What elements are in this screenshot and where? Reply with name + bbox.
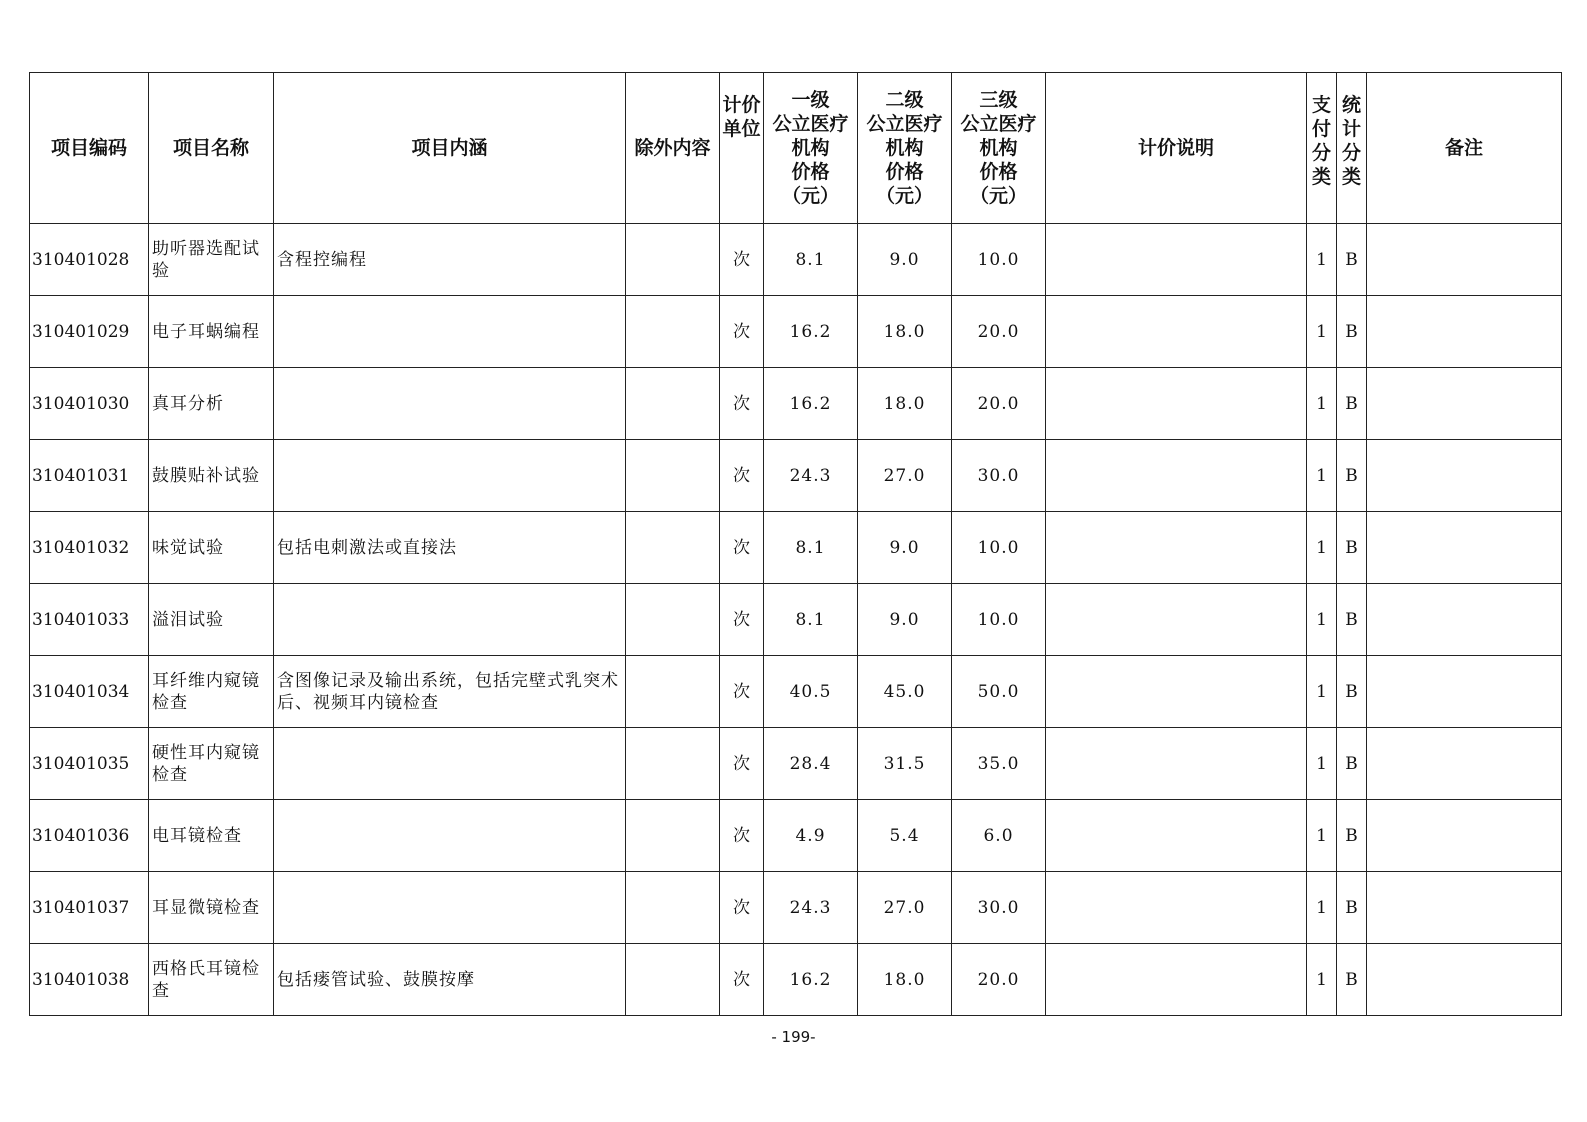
- cell-note: [1046, 872, 1307, 944]
- header-price2-line: 公立医疗: [866, 113, 943, 135]
- table-header: [30, 73, 1562, 224]
- header-code: 项目编码: [30, 73, 149, 224]
- cell-unit: 次: [720, 656, 764, 728]
- cell-price-level1: 8.1: [764, 584, 858, 656]
- cell-price-level2: 9.0: [858, 584, 952, 656]
- cell-note: [1046, 440, 1307, 512]
- cell-unit: 次: [720, 440, 764, 512]
- price-table: [29, 72, 1562, 1016]
- header-price3-line: 公立医疗: [960, 113, 1037, 135]
- cell-unit: 次: [720, 872, 764, 944]
- header-stat: 统计分类: [1337, 73, 1367, 224]
- header-price2-line: （元）: [875, 185, 933, 207]
- header-price-level2: [858, 73, 952, 224]
- cell-price-level1: 24.3: [764, 440, 858, 512]
- cell-name: 耳纤维内窥镜检查: [149, 656, 274, 728]
- cell-stat: B: [1337, 224, 1367, 296]
- header-price-level1: [764, 73, 858, 224]
- cell-excl: [626, 512, 720, 584]
- table-row: [30, 800, 1562, 872]
- cell-price-level2: 9.0: [858, 512, 952, 584]
- cell-unit: 次: [720, 584, 764, 656]
- header-price-level3: [952, 73, 1046, 224]
- cell-stat: B: [1337, 584, 1367, 656]
- cell-note: [1046, 800, 1307, 872]
- cell-pay: 1: [1307, 944, 1337, 1016]
- cell-price-level3: 10.0: [952, 584, 1046, 656]
- cell-price-level2: 31.5: [858, 728, 952, 800]
- cell-price-level3: 35.0: [952, 728, 1046, 800]
- cell-unit: 次: [720, 512, 764, 584]
- header-price1-line: 价格: [791, 161, 830, 183]
- cell-note: [1046, 944, 1307, 1016]
- cell-name: 电子耳蜗编程: [149, 296, 274, 368]
- header-price1-line: 机构: [791, 137, 830, 159]
- cell-excl: [626, 872, 720, 944]
- cell-price-level2: 27.0: [858, 440, 952, 512]
- cell-stat: B: [1337, 296, 1367, 368]
- header-price3-line: 机构: [979, 137, 1018, 159]
- cell-note: [1046, 368, 1307, 440]
- cell-code: 310401036: [30, 800, 149, 872]
- table-row: [30, 368, 1562, 440]
- header-price3-line: 三级: [979, 89, 1018, 111]
- cell-price-level1: 16.2: [764, 368, 858, 440]
- cell-remark: [1367, 440, 1562, 512]
- cell-name: 味觉试验: [149, 512, 274, 584]
- cell-pay: 1: [1307, 584, 1337, 656]
- cell-code: 310401031: [30, 440, 149, 512]
- cell-price-level1: 4.9: [764, 800, 858, 872]
- cell-desc: 包括电刺激法或直接法: [274, 512, 626, 584]
- cell-pay: 1: [1307, 224, 1337, 296]
- cell-stat: B: [1337, 944, 1367, 1016]
- cell-code: 310401028: [30, 224, 149, 296]
- cell-price-level1: 16.2: [764, 944, 858, 1016]
- cell-pay: 1: [1307, 440, 1337, 512]
- cell-stat: B: [1337, 872, 1367, 944]
- cell-pay: 1: [1307, 728, 1337, 800]
- cell-price-level2: 9.0: [858, 224, 952, 296]
- cell-price-level2: 18.0: [858, 368, 952, 440]
- cell-excl: [626, 728, 720, 800]
- table-row: [30, 296, 1562, 368]
- header-price3-line: （元）: [969, 185, 1027, 207]
- cell-price-level1: 16.2: [764, 296, 858, 368]
- cell-name: 溢泪试验: [149, 584, 274, 656]
- cell-excl: [626, 296, 720, 368]
- cell-code: 310401033: [30, 584, 149, 656]
- header-desc: 项目内涵: [274, 73, 626, 224]
- cell-price-level2: 18.0: [858, 944, 952, 1016]
- cell-code: 310401030: [30, 368, 149, 440]
- cell-desc: 包括瘘管试验、鼓膜按摩: [274, 944, 626, 1016]
- cell-code: 310401038: [30, 944, 149, 1016]
- cell-price-level3: 20.0: [952, 944, 1046, 1016]
- cell-pay: 1: [1307, 296, 1337, 368]
- cell-pay: 1: [1307, 656, 1337, 728]
- cell-remark: [1367, 800, 1562, 872]
- cell-price-level3: 6.0: [952, 800, 1046, 872]
- cell-desc: [274, 800, 626, 872]
- table-row: [30, 872, 1562, 944]
- cell-remark: [1367, 656, 1562, 728]
- cell-desc: 含图像记录及输出系统，包括完壁式乳突术后、视频耳内镜检查: [274, 656, 626, 728]
- cell-remark: [1367, 512, 1562, 584]
- cell-name: 电耳镜检查: [149, 800, 274, 872]
- header-excl: 除外内容: [626, 73, 720, 224]
- cell-unit: 次: [720, 800, 764, 872]
- cell-unit: 次: [720, 296, 764, 368]
- table-row: [30, 656, 1562, 728]
- cell-remark: [1367, 368, 1562, 440]
- table-row: [30, 512, 1562, 584]
- cell-note: [1046, 656, 1307, 728]
- cell-desc: [274, 584, 626, 656]
- cell-excl: [626, 224, 720, 296]
- cell-name: 鼓膜贴补试验: [149, 440, 274, 512]
- table-row: [30, 440, 1562, 512]
- cell-name: 西格氏耳镜检查: [149, 944, 274, 1016]
- cell-price-level1: 40.5: [764, 656, 858, 728]
- cell-price-level1: 24.3: [764, 872, 858, 944]
- cell-note: [1046, 512, 1307, 584]
- header-note: 计价说明: [1046, 73, 1307, 224]
- header-price2-line: 二级: [885, 89, 924, 111]
- cell-desc: [274, 368, 626, 440]
- cell-desc: [274, 440, 626, 512]
- cell-excl: [626, 368, 720, 440]
- cell-desc: [274, 872, 626, 944]
- cell-remark: [1367, 296, 1562, 368]
- cell-stat: B: [1337, 368, 1367, 440]
- cell-note: [1046, 296, 1307, 368]
- header-remark: 备注: [1367, 73, 1562, 224]
- cell-pay: 1: [1307, 368, 1337, 440]
- header-price2-line: 机构: [885, 137, 924, 159]
- cell-price-level2: 5.4: [858, 800, 952, 872]
- header-unit: 计价单位: [720, 73, 764, 224]
- cell-name: 耳显微镜检查: [149, 872, 274, 944]
- cell-unit: 次: [720, 368, 764, 440]
- cell-unit: 次: [720, 728, 764, 800]
- table-row: [30, 224, 1562, 296]
- cell-price-level3: 20.0: [952, 296, 1046, 368]
- cell-stat: B: [1337, 728, 1367, 800]
- cell-excl: [626, 800, 720, 872]
- cell-unit: 次: [720, 944, 764, 1016]
- cell-stat: B: [1337, 656, 1367, 728]
- cell-price-level3: 30.0: [952, 872, 1046, 944]
- header-price2-line: 价格: [885, 161, 924, 183]
- page-number: - 199-: [771, 1028, 816, 1046]
- cell-excl: [626, 440, 720, 512]
- header-price1-line: 公立医疗: [772, 113, 849, 135]
- table-row: [30, 584, 1562, 656]
- cell-price-level1: 8.1: [764, 224, 858, 296]
- cell-price-level2: 27.0: [858, 872, 952, 944]
- cell-price-level1: 8.1: [764, 512, 858, 584]
- cell-desc: [274, 296, 626, 368]
- cell-code: 310401029: [30, 296, 149, 368]
- cell-desc: [274, 728, 626, 800]
- header-price1-line: 一级: [791, 89, 830, 111]
- header-pay: 支付分类: [1307, 73, 1337, 224]
- cell-code: 310401034: [30, 656, 149, 728]
- cell-remark: [1367, 872, 1562, 944]
- cell-price-level3: 50.0: [952, 656, 1046, 728]
- cell-excl: [626, 944, 720, 1016]
- cell-desc: 含程控编程: [274, 224, 626, 296]
- cell-price-level1: 28.4: [764, 728, 858, 800]
- cell-stat: B: [1337, 512, 1367, 584]
- cell-note: [1046, 584, 1307, 656]
- cell-pay: 1: [1307, 872, 1337, 944]
- cell-pay: 1: [1307, 512, 1337, 584]
- cell-name: 助听器选配试验: [149, 224, 274, 296]
- cell-note: [1046, 728, 1307, 800]
- table-body: [30, 224, 1562, 1016]
- cell-remark: [1367, 584, 1562, 656]
- cell-pay: 1: [1307, 800, 1337, 872]
- cell-stat: B: [1337, 440, 1367, 512]
- cell-code: 310401037: [30, 872, 149, 944]
- cell-name: 硬性耳内窥镜检查: [149, 728, 274, 800]
- cell-price-level3: 10.0: [952, 224, 1046, 296]
- cell-price-level2: 45.0: [858, 656, 952, 728]
- cell-price-level3: 20.0: [952, 368, 1046, 440]
- cell-note: [1046, 224, 1307, 296]
- cell-unit: 次: [720, 224, 764, 296]
- header-name: 项目名称: [149, 73, 274, 224]
- table-row: [30, 728, 1562, 800]
- cell-price-level3: 30.0: [952, 440, 1046, 512]
- cell-code: 310401035: [30, 728, 149, 800]
- table-row: [30, 944, 1562, 1016]
- cell-name: 真耳分析: [149, 368, 274, 440]
- cell-remark: [1367, 728, 1562, 800]
- cell-excl: [626, 584, 720, 656]
- cell-excl: [626, 656, 720, 728]
- header-price1-line: （元）: [781, 185, 839, 207]
- cell-price-level2: 18.0: [858, 296, 952, 368]
- cell-remark: [1367, 944, 1562, 1016]
- cell-price-level3: 10.0: [952, 512, 1046, 584]
- cell-code: 310401032: [30, 512, 149, 584]
- header-price3-line: 价格: [979, 161, 1018, 183]
- cell-remark: [1367, 224, 1562, 296]
- cell-stat: B: [1337, 800, 1367, 872]
